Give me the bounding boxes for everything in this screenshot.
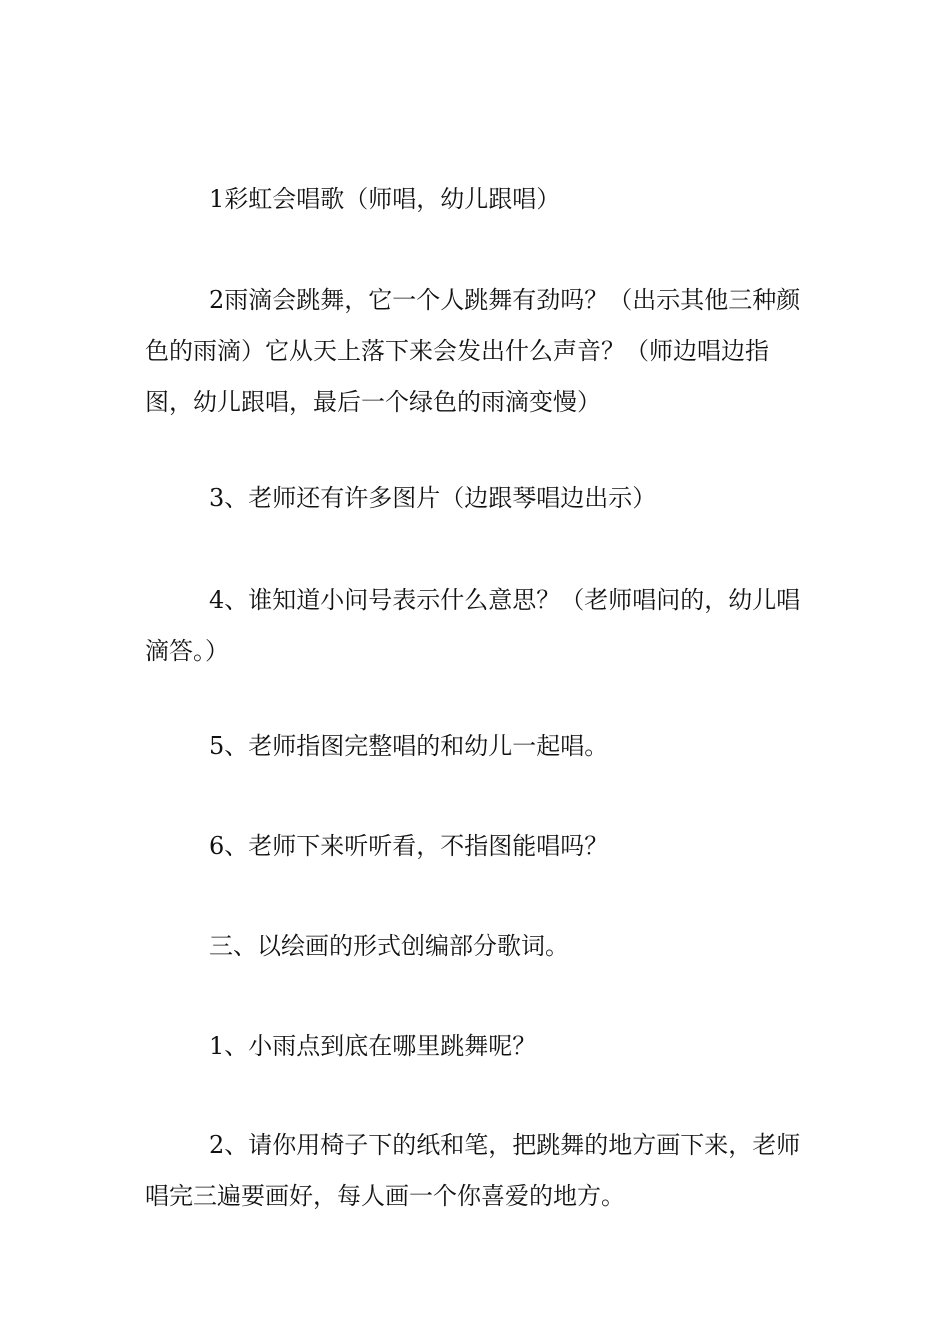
paragraph-8: 1、小雨点到底在哪里跳舞呢？ — [209, 1032, 537, 1060]
paragraph-2: 2雨滴会跳舞，它一个人跳舞有劲吗？（出示其他三种颜色的雨滴）它从天上落下来会发出什么声音？（师边唱边指图，幼儿跟唱，最后一个绿色的雨滴变慢） — [145, 286, 801, 416]
paragraph-3: 3、老师还有许多图片（边跟琴唱边出示） — [209, 484, 657, 512]
paragraph-9: 2、请你用椅子下的纸和笔，把跳舞的地方画下来，老师唱完三遍要画好，每人画一个你喜爱的地方。 — [145, 1131, 801, 1210]
paragraph-6: 6、老师下来听听看，不指图能唱吗？ — [209, 832, 609, 860]
paragraph-5: 5、老师指图完整唱的和幼儿一起唱。 — [209, 732, 609, 760]
paragraph-1: 1彩虹会唱歌（师唱，幼儿跟唱） — [209, 185, 561, 213]
paragraph-4: 4、谁知道小问号表示什么意思？（老师唱问的，幼儿唱滴答。） — [145, 586, 801, 665]
paragraph-7: 三、以绘画的形式创编部分歌词。 — [209, 932, 569, 960]
